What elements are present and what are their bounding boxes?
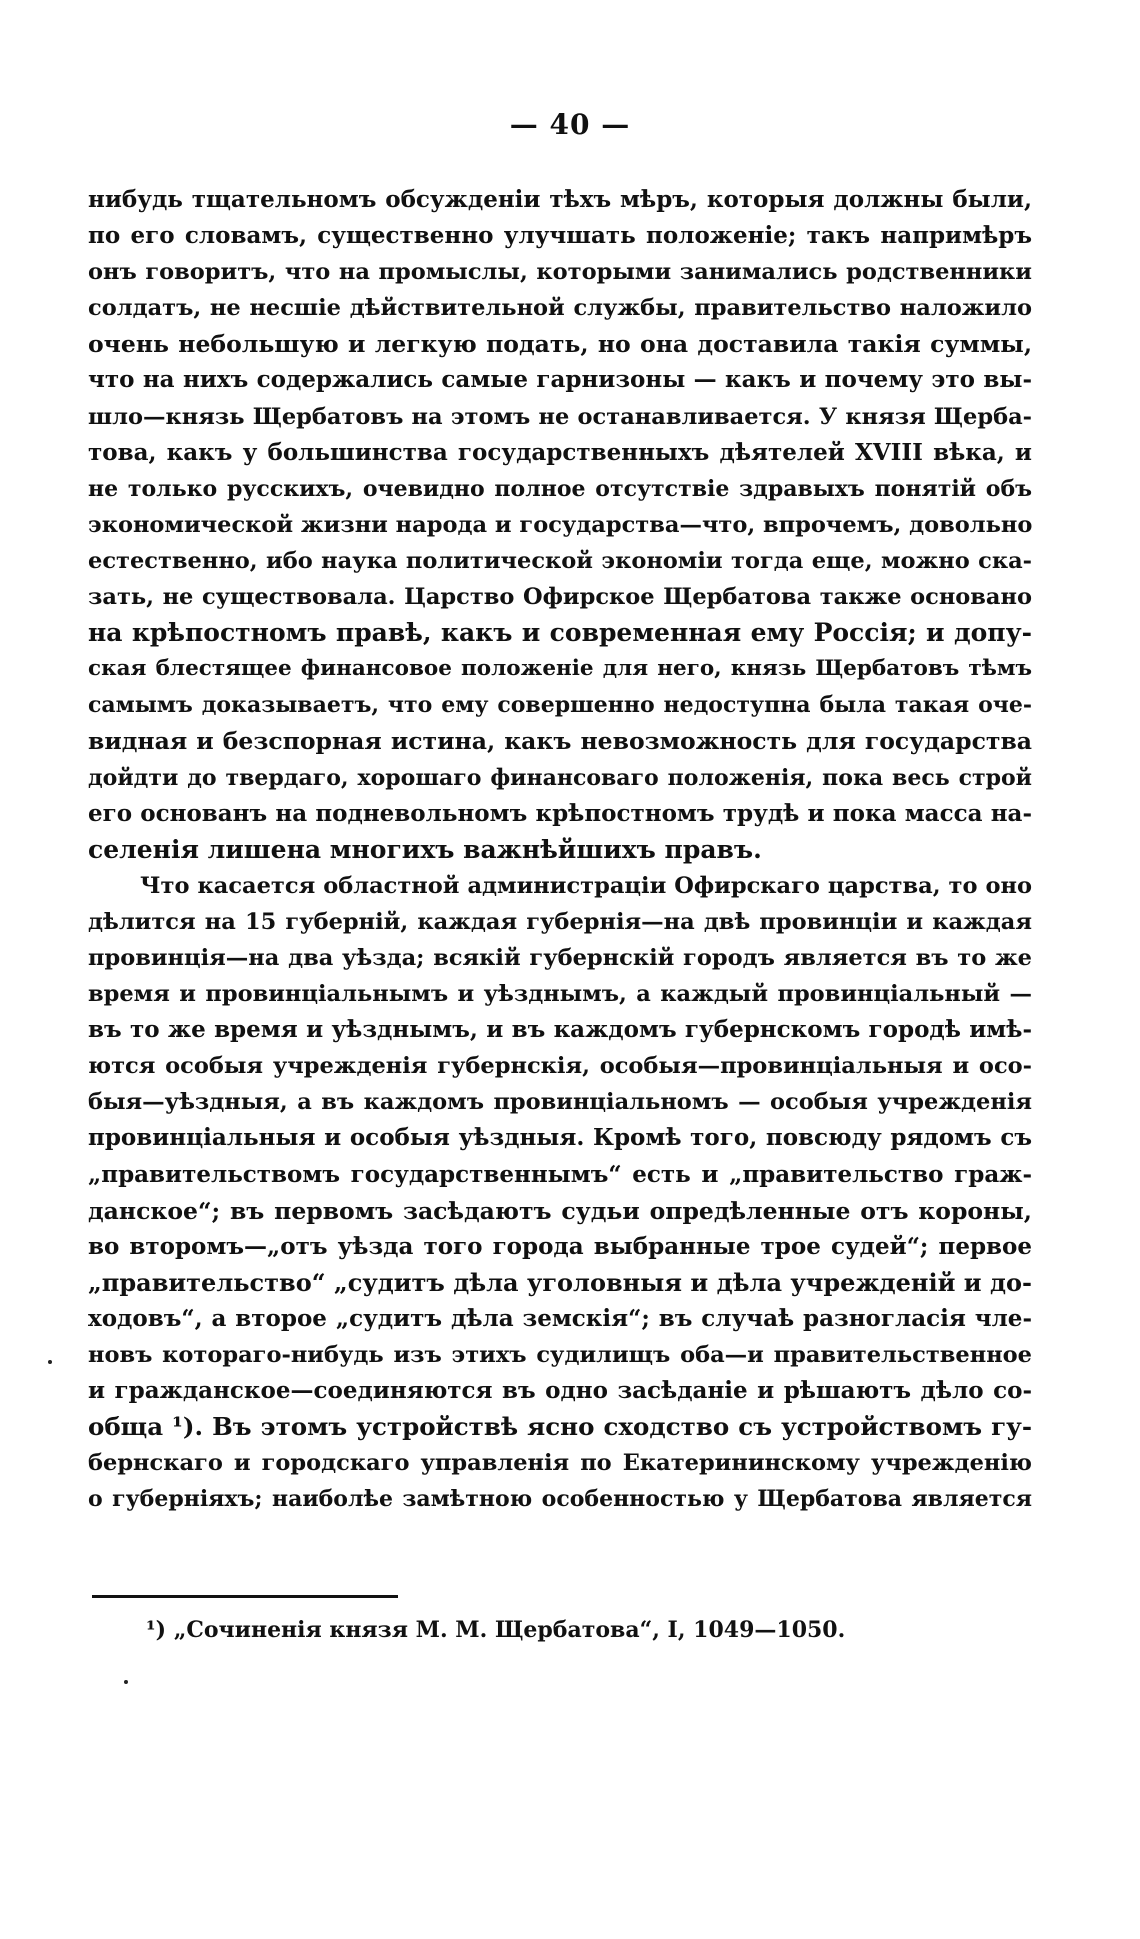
text-line: время и провинцiальнымъ и уѣзднымъ, а каждый провинцiальный —	[88, 981, 1032, 1008]
text-line: дѣлится на 15 губернiй, каждая губернiя—на двѣ провинцiи и каждая	[88, 908, 1032, 935]
text-line: данское“; въ первомъ засѣдаютъ судьи опредѣленные отъ короны,	[88, 1196, 1032, 1225]
text-line: о губернiяхъ; наиболѣе замѣтною особенностью у Щербатова является	[88, 1486, 1032, 1513]
text-line: во второмъ—„отъ уѣзда того города выбранные трое судей“; первое	[88, 1232, 1032, 1260]
text-line: естественно, ибо наука политической экономiи тогда еще, можно ска-	[88, 547, 1032, 574]
footnote: ¹) „Сочиненiя князя М. М. Щербатова“, I, 1049—1050.	[146, 1617, 846, 1643]
text-line: не только русскихъ, очевидно полное отсутствiе здравыхъ понятiй объ	[88, 475, 1032, 502]
text-line: на крѣпостномъ правѣ, какъ и современная ему Россiя; и допу-	[88, 618, 1032, 648]
text-line: быя—уѣздныя, а въ каждомъ провинцiальномъ — особыя учрежденiя	[88, 1089, 1032, 1116]
text-line: шло—князь Щербатовъ на этомъ не останавливается. У князя Щерба-	[88, 403, 1032, 430]
print-speck	[48, 1360, 52, 1364]
text-line: новъ котораго-нибудь изъ этихъ судилищъ оба—и правительственное	[88, 1342, 1032, 1368]
text-line: ская блестящее финансовое положенiе для него, князь Щербатовъ тѣмъ	[88, 656, 1032, 682]
text-line: провинцiя—на два уѣзда; всякiй губернскiй городъ является въ то же	[88, 944, 1032, 971]
text-line: бернскаго и городскаго управленiя по Екатерининскому учрежденiю	[88, 1450, 1032, 1477]
text-line: селенiя лишена многихъ важнѣйшихъ правъ.	[88, 834, 762, 864]
page-number: — 40 —	[509, 108, 631, 141]
text-line: его основанъ на подневольномъ крѣпостномъ трудѣ и пока масса на-	[88, 799, 1032, 827]
text-line: что на нихъ содержались самые гарнизоны — какъ и почему это вы-	[88, 366, 1032, 394]
text-line: това, какъ у большинства государственныхъ дѣятелей XVIII вѣка, и	[88, 438, 1032, 466]
text-line: провинцiальныя и особыя уѣздныя. Кромѣ того, повсюду рядомъ съ	[88, 1124, 1032, 1152]
text-line: по его словамъ, существенно улучшать положенiе; такъ напримѣръ	[88, 222, 1032, 250]
text-line: Что касается областной администрацiи Офирскаго царства, то оно	[140, 872, 1032, 899]
text-line: „правительствомъ государственнымъ“ есть и „правительство граж-	[88, 1160, 1032, 1188]
text-line: ются особыя учрежденiя губернскiя, особыя—провинцiальныя и осо-	[88, 1053, 1032, 1080]
text-line: онъ говоритъ, что на промыслы, которыми занимались родственники	[88, 259, 1032, 286]
footnote-divider	[92, 1595, 398, 1598]
text-line: нибудь тщательномъ обсужденiи тѣхъ мѣръ, которыя должны были,	[88, 186, 1032, 213]
text-line: зать, не существовала. Царство Офирское Щербатова также основано	[88, 584, 1032, 611]
print-speck	[124, 1680, 128, 1684]
text-line: ходовъ“, а второе „судитъ дѣла земскiя“; въ случаѣ разногласiя чле-	[88, 1304, 1032, 1332]
text-line: обща ¹). Въ этомъ устройствѣ ясно сходство съ устройствомъ гу-	[88, 1412, 1032, 1442]
text-line: „правительство“ „судитъ дѣла уголовныя и дѣла учрежденiй и до-	[88, 1267, 1032, 1297]
text-line: видная и безспорная истина, какъ невозможность для государства	[88, 727, 1032, 756]
text-line: въ то же время и уѣзднымъ, и въ каждомъ губернскомъ городѣ имѣ-	[88, 1016, 1032, 1044]
text-line: солдатъ, не несшiе дѣйствительной службы, правительство наложило	[88, 295, 1032, 322]
text-line: экономической жизни народа и государства—что, впрочемъ, довольно	[88, 511, 1032, 538]
body-text	[88, 182, 1032, 1517]
text-line: самымъ доказываетъ, что ему совершенно недоступна была такая оче-	[88, 692, 1032, 719]
text-line: очень небольшую и легкую подать, но она доставила такiя суммы,	[88, 330, 1032, 359]
text-line: и гражданское—соединяются въ одно засѣданiе и рѣшаютъ дѣло со-	[88, 1377, 1032, 1405]
text-line: дойдти до твердаго, хорошаго финансоваго положенiя, пока весь строй	[88, 764, 1032, 791]
